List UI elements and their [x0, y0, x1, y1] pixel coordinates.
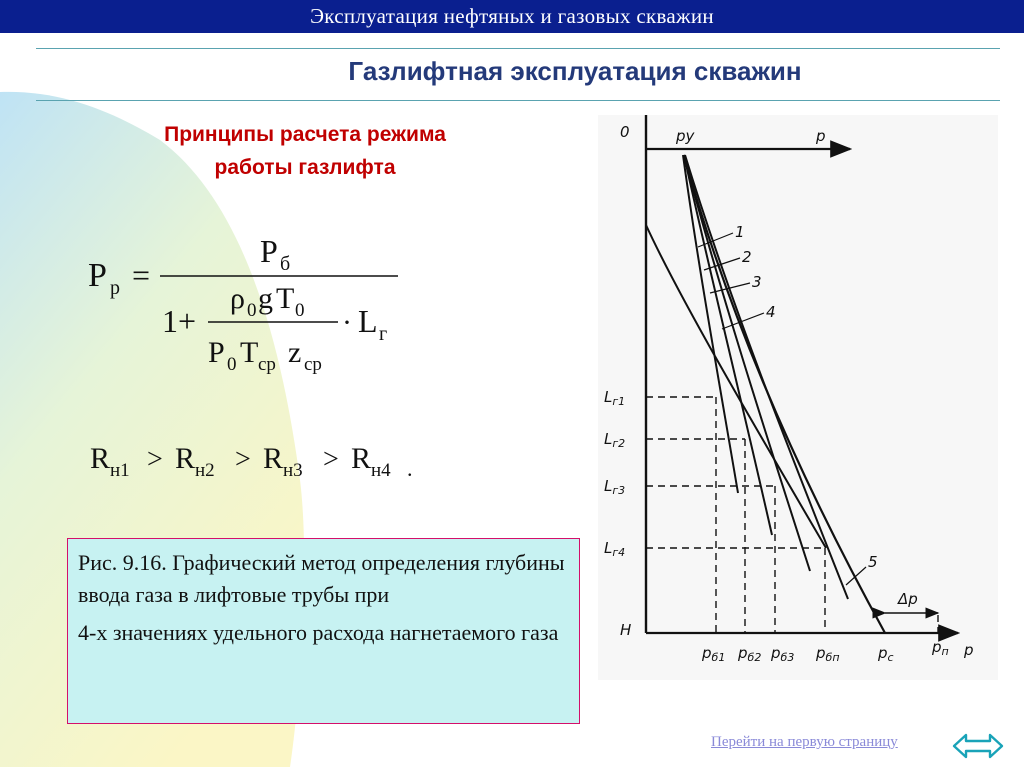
curve-label-4: 4	[766, 303, 776, 321]
formula-rho-sub: 0	[247, 300, 257, 321]
formula-L: L	[358, 303, 378, 339]
formula-T0: T	[276, 282, 295, 315]
level-lg1: $L_{г1}$	[604, 388, 626, 408]
depth-label: H	[620, 621, 632, 639]
level-lg3: $L_{г3}$	[604, 477, 626, 497]
caption-paragraph-1: Рис. 9.16. Графический метод определения глубины ввода газа в лифтовые трубы при	[78, 550, 565, 607]
formula-one-plus: 1+	[162, 303, 197, 339]
ineq-R3: R	[263, 442, 284, 475]
py-label: pу	[676, 127, 695, 145]
ineq-R2: R	[175, 442, 196, 475]
formula-g: g	[258, 282, 273, 315]
page-title: Газлифтная эксплуатация скважин	[348, 56, 802, 86]
formula-equals: =	[132, 257, 151, 293]
subtitle	[120, 118, 490, 184]
formula-Tcp-sub: ср	[258, 354, 276, 375]
ineq-op-3: >	[323, 444, 339, 475]
subtitle-line-1: Принципы расчета режима	[164, 123, 446, 146]
delta-p-label: Δp	[898, 590, 918, 608]
label-pbp: $p_{бп}$	[816, 644, 840, 664]
ineq-R4: R	[351, 442, 372, 475]
label-pb3: $p_{б3}$	[771, 644, 795, 664]
origin-label: 0	[620, 123, 630, 141]
formula-lhs-sub: р	[110, 277, 120, 299]
ineq-R1: R	[90, 442, 111, 475]
curve-label-5: 5	[868, 553, 878, 571]
curve-label-3: 3	[752, 273, 762, 291]
bottom-axis-label: p	[964, 641, 974, 659]
label-pb2: $p_{б2}$	[738, 644, 762, 664]
curve-label-2: 2	[742, 248, 752, 266]
pressure-formula	[80, 228, 420, 388]
formula-dot: ·	[342, 306, 352, 339]
ineq-R3-sub: н3	[283, 460, 303, 481]
figure-caption	[67, 538, 580, 724]
ineq-R4-sub: н4	[371, 460, 391, 481]
level-lg4: $L_{г4}$	[604, 539, 626, 559]
label-pb1: $p_{б1}$	[702, 644, 726, 664]
label-pp: $p_п$	[932, 638, 949, 658]
inequality-formula	[85, 430, 445, 490]
formula-numerator: P	[260, 233, 278, 269]
ineq-R1-sub: н1	[110, 460, 130, 481]
ineq-end: .	[407, 456, 413, 481]
header-title: Эксплуатация нефтяных и газовых скважин	[310, 4, 714, 28]
ineq-op-1: >	[147, 444, 163, 475]
formula-P0: P	[208, 336, 225, 369]
formula-lhs: P	[88, 257, 107, 294]
gaslift-diagram	[598, 115, 998, 680]
formula-L-sub: г	[379, 323, 388, 345]
formula-zcp-sub: ср	[304, 354, 322, 375]
divider-bottom	[36, 100, 1000, 101]
formula-P0-sub: 0	[227, 354, 237, 375]
ineq-R2-sub: н2	[195, 460, 215, 481]
first-page-link[interactable]: Перейти на первую страницу	[711, 734, 898, 750]
double-arrow-icon[interactable]	[952, 730, 1004, 762]
label-pc: $p_с$	[878, 644, 894, 664]
subtitle-line-2: работы газлифта	[214, 156, 396, 179]
formula-zcp: z	[288, 336, 302, 369]
formula-Tcp: T	[240, 336, 259, 369]
formula-T0-sub: 0	[295, 300, 305, 321]
caption-paragraph-2: 4-х значениях удельного расхода нагнетаемого газа	[78, 620, 559, 645]
formula-rho: ρ	[230, 282, 245, 315]
header-bar	[0, 0, 1024, 33]
level-lg2: $L_{г2}$	[604, 430, 626, 450]
divider-top	[36, 48, 1000, 49]
top-axis-label: p	[816, 127, 826, 145]
curve-label-1: 1	[735, 223, 745, 241]
ineq-op-2: >	[235, 444, 251, 475]
formula-numerator-sub: б	[280, 253, 291, 275]
